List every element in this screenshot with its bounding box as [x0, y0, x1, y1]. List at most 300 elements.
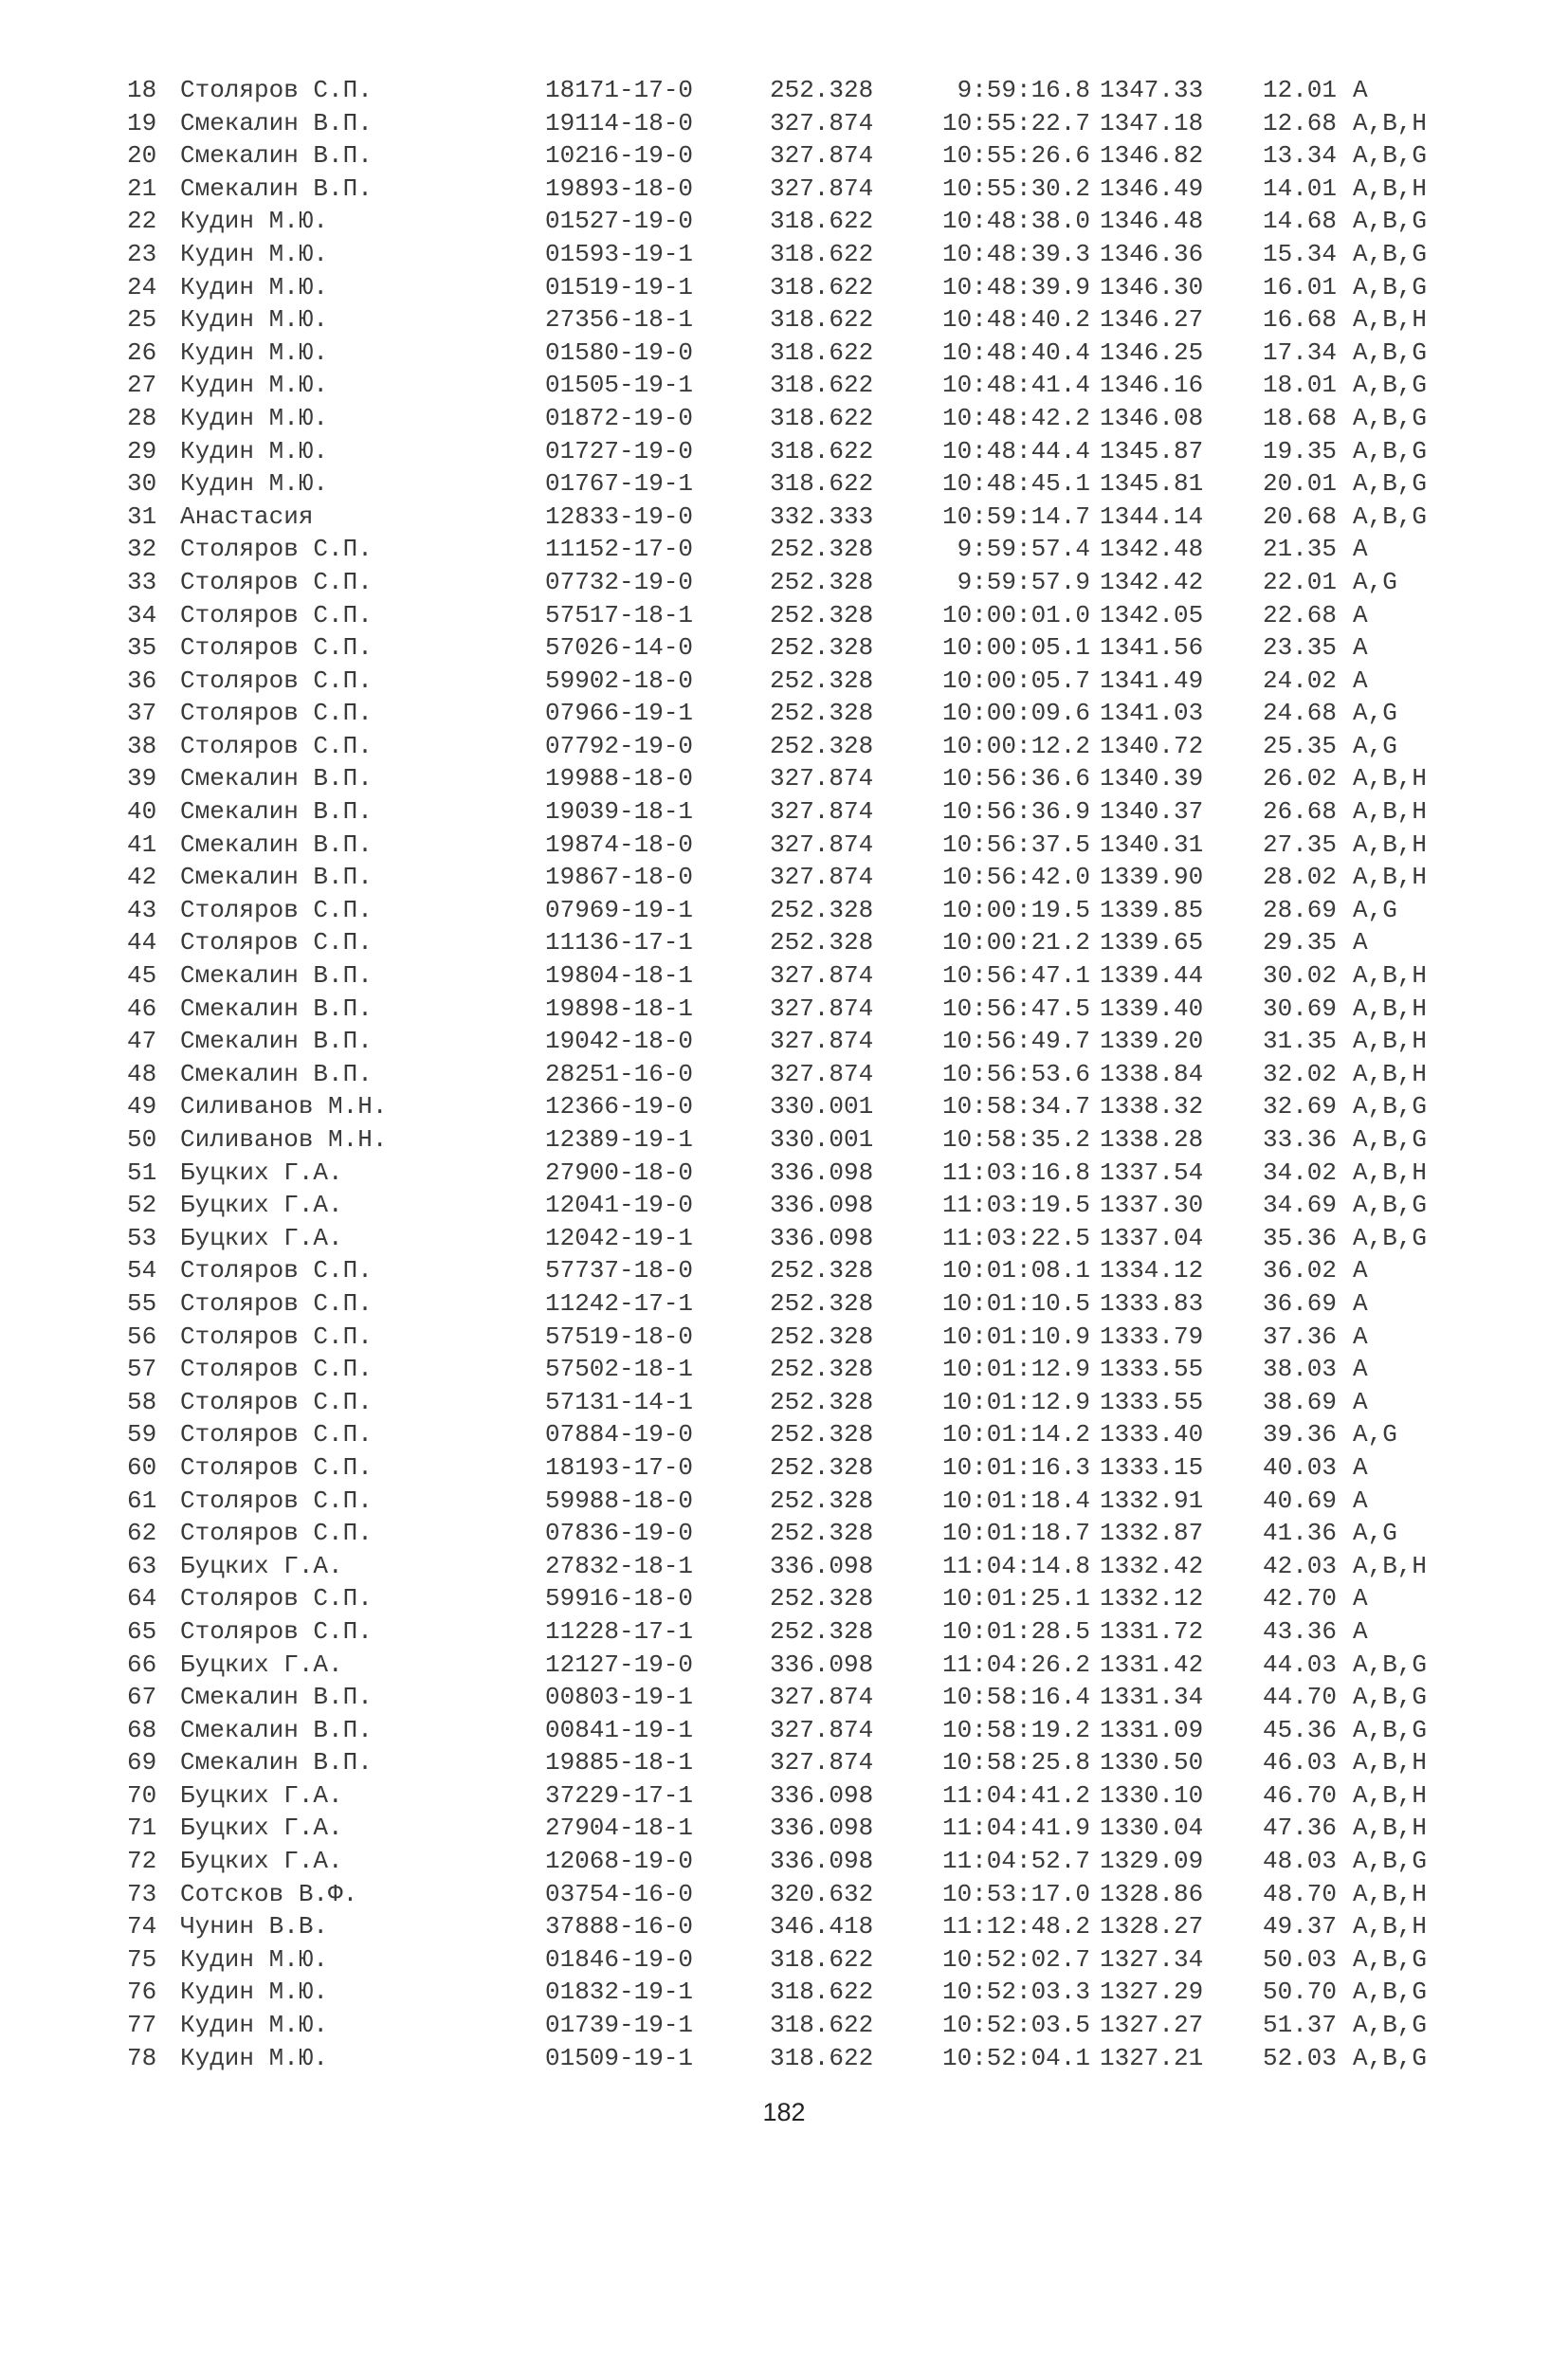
row-fancier-name: Столяров С.П.: [180, 731, 373, 760]
row-ring-number: 03754-16-0: [545, 1879, 694, 1908]
table-row: [0, 894, 1568, 927]
row-speed: 1347.33: [1100, 76, 1204, 104]
table-row: [0, 107, 1568, 140]
row-ring-number: 01593-19-1: [545, 239, 694, 268]
row-position: 65: [127, 1616, 157, 1646]
table-row: [0, 1189, 1568, 1222]
row-distance: 336.098: [770, 1847, 874, 1876]
row-flags: A,G: [1353, 567, 1397, 596]
row-arrival-time: 10:55:26.6: [941, 141, 1090, 171]
row-fancier-name: Столяров С.П.: [180, 567, 373, 596]
row-ring-number: 12042-19-1: [545, 1223, 694, 1252]
row-arrival-time: 10:48:40.4: [941, 337, 1090, 367]
row-flags: A: [1353, 1322, 1368, 1351]
row-arrival-time: 10:55:30.2: [941, 173, 1090, 203]
table-row: [0, 1090, 1568, 1123]
row-distance: 327.874: [770, 141, 874, 171]
row-distance: 252.328: [770, 699, 874, 728]
row-flags: A,B,H: [1353, 1158, 1428, 1187]
row-position: 41: [127, 830, 157, 859]
table-row: [0, 1845, 1568, 1878]
table-row: [0, 1025, 1568, 1058]
row-fancier-name: Кудин М.Ю.: [180, 337, 329, 367]
table-row: [0, 926, 1568, 959]
row-ring-number: 57502-18-1: [545, 1355, 694, 1384]
row-position: 33: [127, 567, 157, 596]
table-row: [0, 1058, 1568, 1091]
row-coefficient: 48.03: [1262, 1847, 1337, 1876]
table-row: [0, 1812, 1568, 1845]
table-row: [0, 1287, 1568, 1321]
row-coefficient: 46.70: [1262, 1780, 1337, 1810]
row-arrival-time: 11:04:41.9: [941, 1814, 1090, 1843]
row-distance: 252.328: [770, 535, 874, 564]
row-ring-number: 01519-19-1: [545, 272, 694, 301]
row-coefficient: 37.36: [1262, 1322, 1337, 1351]
row-ring-number: 19893-18-0: [545, 173, 694, 203]
table-row: [0, 1779, 1568, 1813]
row-flags: A: [1353, 665, 1368, 695]
row-speed: 1342.48: [1100, 535, 1204, 564]
row-ring-number: 12833-19-0: [545, 501, 694, 531]
row-speed: 1333.15: [1100, 1452, 1204, 1482]
row-arrival-time: 10:01:10.5: [941, 1288, 1090, 1318]
row-fancier-name: Буцких Г.А.: [180, 1223, 343, 1252]
row-ring-number: 01846-19-0: [545, 1944, 694, 1974]
row-coefficient: 22.01: [1262, 567, 1337, 596]
row-ring-number: 12041-19-0: [545, 1191, 694, 1220]
table-row: [0, 1746, 1568, 1779]
row-flags: A: [1353, 76, 1368, 104]
row-ring-number: 18193-17-0: [545, 1452, 694, 1482]
row-arrival-time: 10:01:08.1: [941, 1256, 1090, 1285]
row-speed: 1333.83: [1100, 1288, 1204, 1318]
row-fancier-name: Буцких Г.А.: [180, 1847, 343, 1876]
row-speed: 1346.30: [1100, 272, 1204, 301]
row-coefficient: 18.68: [1262, 403, 1337, 432]
row-fancier-name: Столяров С.П.: [180, 600, 373, 629]
row-coefficient: 25.35: [1262, 731, 1337, 760]
row-speed: 1339.44: [1100, 961, 1204, 991]
row-flags: A,B,H: [1353, 1879, 1428, 1908]
row-distance: 327.874: [770, 994, 874, 1023]
row-distance: 252.328: [770, 1584, 874, 1613]
row-ring-number: 59916-18-0: [545, 1584, 694, 1613]
row-fancier-name: Столяров С.П.: [180, 895, 373, 924]
row-flags: A,B,G: [1353, 207, 1428, 236]
row-arrival-time: 10:56:42.0: [941, 863, 1090, 892]
row-position: 46: [127, 994, 157, 1023]
row-distance: 327.874: [770, 173, 874, 203]
row-distance: 252.328: [770, 731, 874, 760]
row-speed: 1328.86: [1100, 1879, 1204, 1908]
row-coefficient: 48.70: [1262, 1879, 1337, 1908]
row-flags: A,B,H: [1353, 830, 1428, 859]
row-ring-number: 10216-19-0: [545, 141, 694, 171]
row-coefficient: 14.01: [1262, 173, 1337, 203]
row-flags: A,B,H: [1353, 1748, 1428, 1778]
row-fancier-name: Смекалин В.П.: [180, 797, 373, 827]
row-flags: A: [1353, 928, 1368, 957]
row-speed: 1330.04: [1100, 1814, 1204, 1843]
row-distance: 318.622: [770, 371, 874, 400]
row-distance: 327.874: [770, 863, 874, 892]
row-fancier-name: Столяров С.П.: [180, 928, 373, 957]
row-flags: A,B,G: [1353, 1650, 1428, 1679]
row-position: 36: [127, 665, 157, 695]
row-speed: 1344.14: [1100, 501, 1204, 531]
row-distance: 327.874: [770, 1059, 874, 1088]
row-arrival-time: 10:00:21.2: [941, 928, 1090, 957]
row-ring-number: 19039-18-1: [545, 797, 694, 827]
row-ring-number: 01527-19-0: [545, 207, 694, 236]
row-arrival-time: 10:59:14.7: [941, 501, 1090, 531]
row-fancier-name: Столяров С.П.: [180, 1519, 373, 1548]
row-coefficient: 44.70: [1262, 1683, 1337, 1712]
row-speed: 1341.03: [1100, 699, 1204, 728]
row-arrival-time: 10:00:12.2: [941, 731, 1090, 760]
row-position: 44: [127, 928, 157, 957]
row-coefficient: 17.34: [1262, 337, 1337, 367]
table-row: [0, 271, 1568, 304]
table-row: [0, 1550, 1568, 1583]
row-fancier-name: Столяров С.П.: [180, 1452, 373, 1482]
row-distance: 332.333: [770, 501, 874, 531]
row-position: 73: [127, 1879, 157, 1908]
row-flags: A,B,H: [1353, 1027, 1428, 1056]
row-position: 22: [127, 207, 157, 236]
row-position: 53: [127, 1223, 157, 1252]
row-distance: 318.622: [770, 436, 874, 465]
row-speed: 1346.82: [1100, 141, 1204, 171]
row-distance: 320.632: [770, 1879, 874, 1908]
row-position: 64: [127, 1584, 157, 1613]
row-position: 42: [127, 863, 157, 892]
row-speed: 1340.72: [1100, 731, 1204, 760]
row-arrival-time: 10:48:45.1: [941, 469, 1090, 499]
row-speed: 1346.25: [1100, 337, 1204, 367]
row-speed: 1340.37: [1100, 797, 1204, 827]
row-position: 20: [127, 141, 157, 171]
row-ring-number: 37229-17-1: [545, 1780, 694, 1810]
table-row: [0, 1582, 1568, 1615]
row-position: 24: [127, 272, 157, 301]
row-ring-number: 19898-18-1: [545, 994, 694, 1023]
row-arrival-time: 10:48:44.4: [941, 436, 1090, 465]
row-ring-number: 19114-18-0: [545, 108, 694, 137]
table-row: [0, 762, 1568, 795]
row-coefficient: 33.36: [1262, 1125, 1337, 1154]
row-position: 18: [127, 76, 157, 104]
row-fancier-name: Столяров С.П.: [180, 1616, 373, 1646]
row-flags: A,G: [1353, 1420, 1397, 1449]
row-ring-number: 07836-19-0: [545, 1519, 694, 1548]
row-distance: 252.328: [770, 1322, 874, 1351]
row-fancier-name: Кудин М.Ю.: [180, 2043, 329, 2072]
row-speed: 1342.42: [1100, 567, 1204, 596]
table-row: [0, 533, 1568, 566]
row-ring-number: 11228-17-1: [545, 1616, 694, 1646]
row-speed: 1345.87: [1100, 436, 1204, 465]
row-flags: A,B,G: [1353, 239, 1428, 268]
row-position: 38: [127, 731, 157, 760]
row-distance: 252.328: [770, 1288, 874, 1318]
row-speed: 1347.18: [1100, 108, 1204, 137]
row-position: 67: [127, 1683, 157, 1712]
row-coefficient: 15.34: [1262, 239, 1337, 268]
row-fancier-name: Смекалин В.П.: [180, 173, 373, 203]
row-fancier-name: Столяров С.П.: [180, 665, 373, 695]
row-speed: 1327.29: [1100, 1978, 1204, 2007]
row-flags: A,B,G: [1353, 2011, 1428, 2040]
row-position: 47: [127, 1027, 157, 1056]
row-arrival-time: 10:56:47.1: [941, 961, 1090, 991]
row-flags: A,B,H: [1353, 173, 1428, 203]
row-speed: 1338.32: [1100, 1092, 1204, 1121]
row-ring-number: 01727-19-0: [545, 436, 694, 465]
row-fancier-name: Буцких Г.А.: [180, 1191, 343, 1220]
row-position: 49: [127, 1092, 157, 1121]
row-distance: 327.874: [770, 797, 874, 827]
row-coefficient: 34.69: [1262, 1191, 1337, 1220]
row-ring-number: 01767-19-1: [545, 469, 694, 499]
table-row: [0, 1681, 1568, 1714]
row-fancier-name: Сотсков В.Ф.: [180, 1879, 358, 1908]
row-coefficient: 26.68: [1262, 797, 1337, 827]
row-ring-number: 57131-14-1: [545, 1387, 694, 1416]
row-arrival-time: 10:55:22.7: [941, 108, 1090, 137]
row-coefficient: 35.36: [1262, 1223, 1337, 1252]
row-arrival-time: 10:52:04.1: [941, 2043, 1090, 2072]
row-position: 60: [127, 1452, 157, 1482]
row-coefficient: 29.35: [1262, 928, 1337, 957]
row-speed: 1333.79: [1100, 1322, 1204, 1351]
row-speed: 1341.56: [1100, 633, 1204, 663]
row-ring-number: 28251-16-0: [545, 1059, 694, 1088]
table-row: [0, 1418, 1568, 1451]
row-fancier-name: Смекалин В.П.: [180, 961, 373, 991]
row-coefficient: 20.01: [1262, 469, 1337, 499]
row-position: 32: [127, 535, 157, 564]
row-distance: 252.328: [770, 1519, 874, 1548]
row-distance: 327.874: [770, 1715, 874, 1744]
row-flags: A,B,H: [1353, 1814, 1428, 1843]
row-fancier-name: Смекалин В.П.: [180, 1027, 373, 1056]
row-speed: 1337.54: [1100, 1158, 1204, 1187]
row-position: 25: [127, 305, 157, 335]
row-ring-number: 59988-18-0: [545, 1486, 694, 1515]
row-distance: 252.328: [770, 1355, 874, 1384]
row-position: 76: [127, 1978, 157, 2007]
row-position: 43: [127, 895, 157, 924]
row-distance: 252.328: [770, 1256, 874, 1285]
row-fancier-name: Буцких Г.А.: [180, 1814, 343, 1843]
row-fancier-name: Буцких Г.А.: [180, 1551, 343, 1580]
row-flags: A,B,G: [1353, 469, 1428, 499]
row-distance: 318.622: [770, 337, 874, 367]
row-coefficient: 14.68: [1262, 207, 1337, 236]
row-arrival-time: 10:52:02.7: [941, 1944, 1090, 1974]
row-flags: A: [1353, 1288, 1368, 1318]
row-coefficient: 16.01: [1262, 272, 1337, 301]
row-flags: A,B,H: [1353, 764, 1428, 793]
row-flags: A,B,H: [1353, 1780, 1428, 1810]
row-fancier-name: Смекалин В.П.: [180, 994, 373, 1023]
row-position: 29: [127, 436, 157, 465]
row-position: 54: [127, 1256, 157, 1285]
row-speed: 1339.40: [1100, 994, 1204, 1023]
row-distance: 252.328: [770, 1387, 874, 1416]
row-arrival-time: 11:03:19.5: [941, 1191, 1090, 1220]
row-speed: 1339.90: [1100, 863, 1204, 892]
row-distance: 252.328: [770, 633, 874, 663]
row-fancier-name: Смекалин В.П.: [180, 1059, 373, 1088]
table-row: [0, 337, 1568, 370]
row-arrival-time: 10:01:12.9: [941, 1387, 1090, 1416]
results-table: [0, 74, 1568, 2074]
row-speed: 1346.27: [1100, 305, 1204, 335]
row-fancier-name: Столяров С.П.: [180, 699, 373, 728]
table-row: [0, 1222, 1568, 1255]
row-flags: A,G: [1353, 699, 1397, 728]
table-row: [0, 1485, 1568, 1518]
row-distance: 252.328: [770, 600, 874, 629]
row-speed: 1327.34: [1100, 1944, 1204, 1974]
table-row: [0, 1943, 1568, 1977]
row-speed: 1346.36: [1100, 239, 1204, 268]
row-coefficient: 50.70: [1262, 1978, 1337, 2007]
row-coefficient: 34.02: [1262, 1158, 1337, 1187]
row-coefficient: 16.68: [1262, 305, 1337, 335]
row-coefficient: 52.03: [1262, 2043, 1337, 2072]
table-row: [0, 829, 1568, 862]
table-row: [0, 1976, 1568, 2009]
row-fancier-name: Столяров С.П.: [180, 1256, 373, 1285]
row-fancier-name: Столяров С.П.: [180, 1584, 373, 1613]
row-flags: A,B,H: [1353, 305, 1428, 335]
row-flags: A,B,H: [1353, 863, 1428, 892]
row-flags: A,B,H: [1353, 994, 1428, 1023]
row-ring-number: 57519-18-0: [545, 1322, 694, 1351]
row-ring-number: 12068-19-0: [545, 1847, 694, 1876]
row-distance: 252.328: [770, 76, 874, 104]
table-row: [0, 1615, 1568, 1649]
row-arrival-time: 10:00:19.5: [941, 895, 1090, 924]
row-coefficient: 32.69: [1262, 1092, 1337, 1121]
row-position: 63: [127, 1551, 157, 1580]
row-speed: 1337.30: [1100, 1191, 1204, 1220]
table-row: [0, 697, 1568, 730]
row-arrival-time: 11:04:14.8: [941, 1551, 1090, 1580]
row-flags: A,B,G: [1353, 1191, 1428, 1220]
row-fancier-name: Кудин М.Ю.: [180, 436, 329, 465]
row-distance: 318.622: [770, 2011, 874, 2040]
row-arrival-time: 11:03:22.5: [941, 1223, 1090, 1252]
row-position: 26: [127, 337, 157, 367]
row-ring-number: 18171-17-0: [545, 76, 694, 104]
row-fancier-name: Силиванов М.Н.: [180, 1092, 388, 1121]
row-arrival-time: 10:00:01.0: [941, 600, 1090, 629]
row-arrival-time: 10:48:38.0: [941, 207, 1090, 236]
row-flags: A: [1353, 600, 1368, 629]
row-fancier-name: Кудин М.Ю.: [180, 305, 329, 335]
row-arrival-time: 10:00:05.1: [941, 633, 1090, 663]
row-speed: 1346.49: [1100, 173, 1204, 203]
row-flags: A,B,G: [1353, 501, 1428, 531]
table-row: [0, 74, 1568, 107]
row-fancier-name: Смекалин В.П.: [180, 1683, 373, 1712]
row-arrival-time: 11:04:26.2: [941, 1650, 1090, 1679]
row-speed: 1330.10: [1100, 1780, 1204, 1810]
row-distance: 327.874: [770, 108, 874, 137]
row-position: 45: [127, 961, 157, 991]
row-speed: 1328.27: [1100, 1912, 1204, 1942]
table-row: [0, 501, 1568, 534]
row-fancier-name: Чунин В.В.: [180, 1912, 329, 1942]
table-row: [0, 205, 1568, 238]
row-speed: 1338.28: [1100, 1125, 1204, 1154]
row-arrival-time: 9:59:16.8: [957, 76, 1090, 104]
row-ring-number: 19885-18-1: [545, 1748, 694, 1778]
row-distance: 318.622: [770, 1978, 874, 2007]
row-arrival-time: 10:00:05.7: [941, 665, 1090, 695]
row-distance: 318.622: [770, 403, 874, 432]
row-position: 74: [127, 1912, 157, 1942]
row-distance: 318.622: [770, 207, 874, 236]
row-flags: A,B,G: [1353, 1092, 1428, 1121]
row-fancier-name: Смекалин В.П.: [180, 141, 373, 171]
row-fancier-name: Столяров С.П.: [180, 1322, 373, 1351]
row-arrival-time: 11:04:52.7: [941, 1847, 1090, 1876]
row-position: 75: [127, 1944, 157, 1974]
row-coefficient: 27.35: [1262, 830, 1337, 859]
row-arrival-time: 9:59:57.4: [957, 535, 1090, 564]
row-fancier-name: Анастасия: [180, 501, 314, 531]
row-coefficient: 22.68: [1262, 600, 1337, 629]
table-row: [0, 303, 1568, 337]
row-position: 28: [127, 403, 157, 432]
row-position: 71: [127, 1814, 157, 1843]
row-speed: 1327.21: [1100, 2043, 1204, 2072]
row-flags: A,B,G: [1353, 1223, 1428, 1252]
row-coefficient: 36.02: [1262, 1256, 1337, 1285]
row-ring-number: 11136-17-1: [545, 928, 694, 957]
table-row: [0, 959, 1568, 993]
row-ring-number: 37888-16-0: [545, 1912, 694, 1942]
row-speed: 1331.09: [1100, 1715, 1204, 1744]
row-arrival-time: 10:58:35.2: [941, 1125, 1090, 1154]
row-arrival-time: 10:56:47.5: [941, 994, 1090, 1023]
table-row: [0, 1386, 1568, 1419]
row-speed: 1331.34: [1100, 1683, 1204, 1712]
row-distance: 327.874: [770, 1027, 874, 1056]
row-flags: A: [1353, 1387, 1368, 1416]
row-distance: 327.874: [770, 764, 874, 793]
row-flags: A,B,G: [1353, 337, 1428, 367]
row-speed: 1345.81: [1100, 469, 1204, 499]
row-ring-number: 19042-18-0: [545, 1027, 694, 1056]
row-coefficient: 30.02: [1262, 961, 1337, 991]
row-ring-number: 07884-19-0: [545, 1420, 694, 1449]
row-position: 34: [127, 600, 157, 629]
row-arrival-time: 10:58:19.2: [941, 1715, 1090, 1744]
row-coefficient: 41.36: [1262, 1519, 1337, 1548]
row-position: 61: [127, 1486, 157, 1515]
row-distance: 336.098: [770, 1191, 874, 1220]
row-arrival-time: 10:01:18.4: [941, 1486, 1090, 1515]
table-row: [0, 1353, 1568, 1386]
row-speed: 1332.12: [1100, 1584, 1204, 1613]
